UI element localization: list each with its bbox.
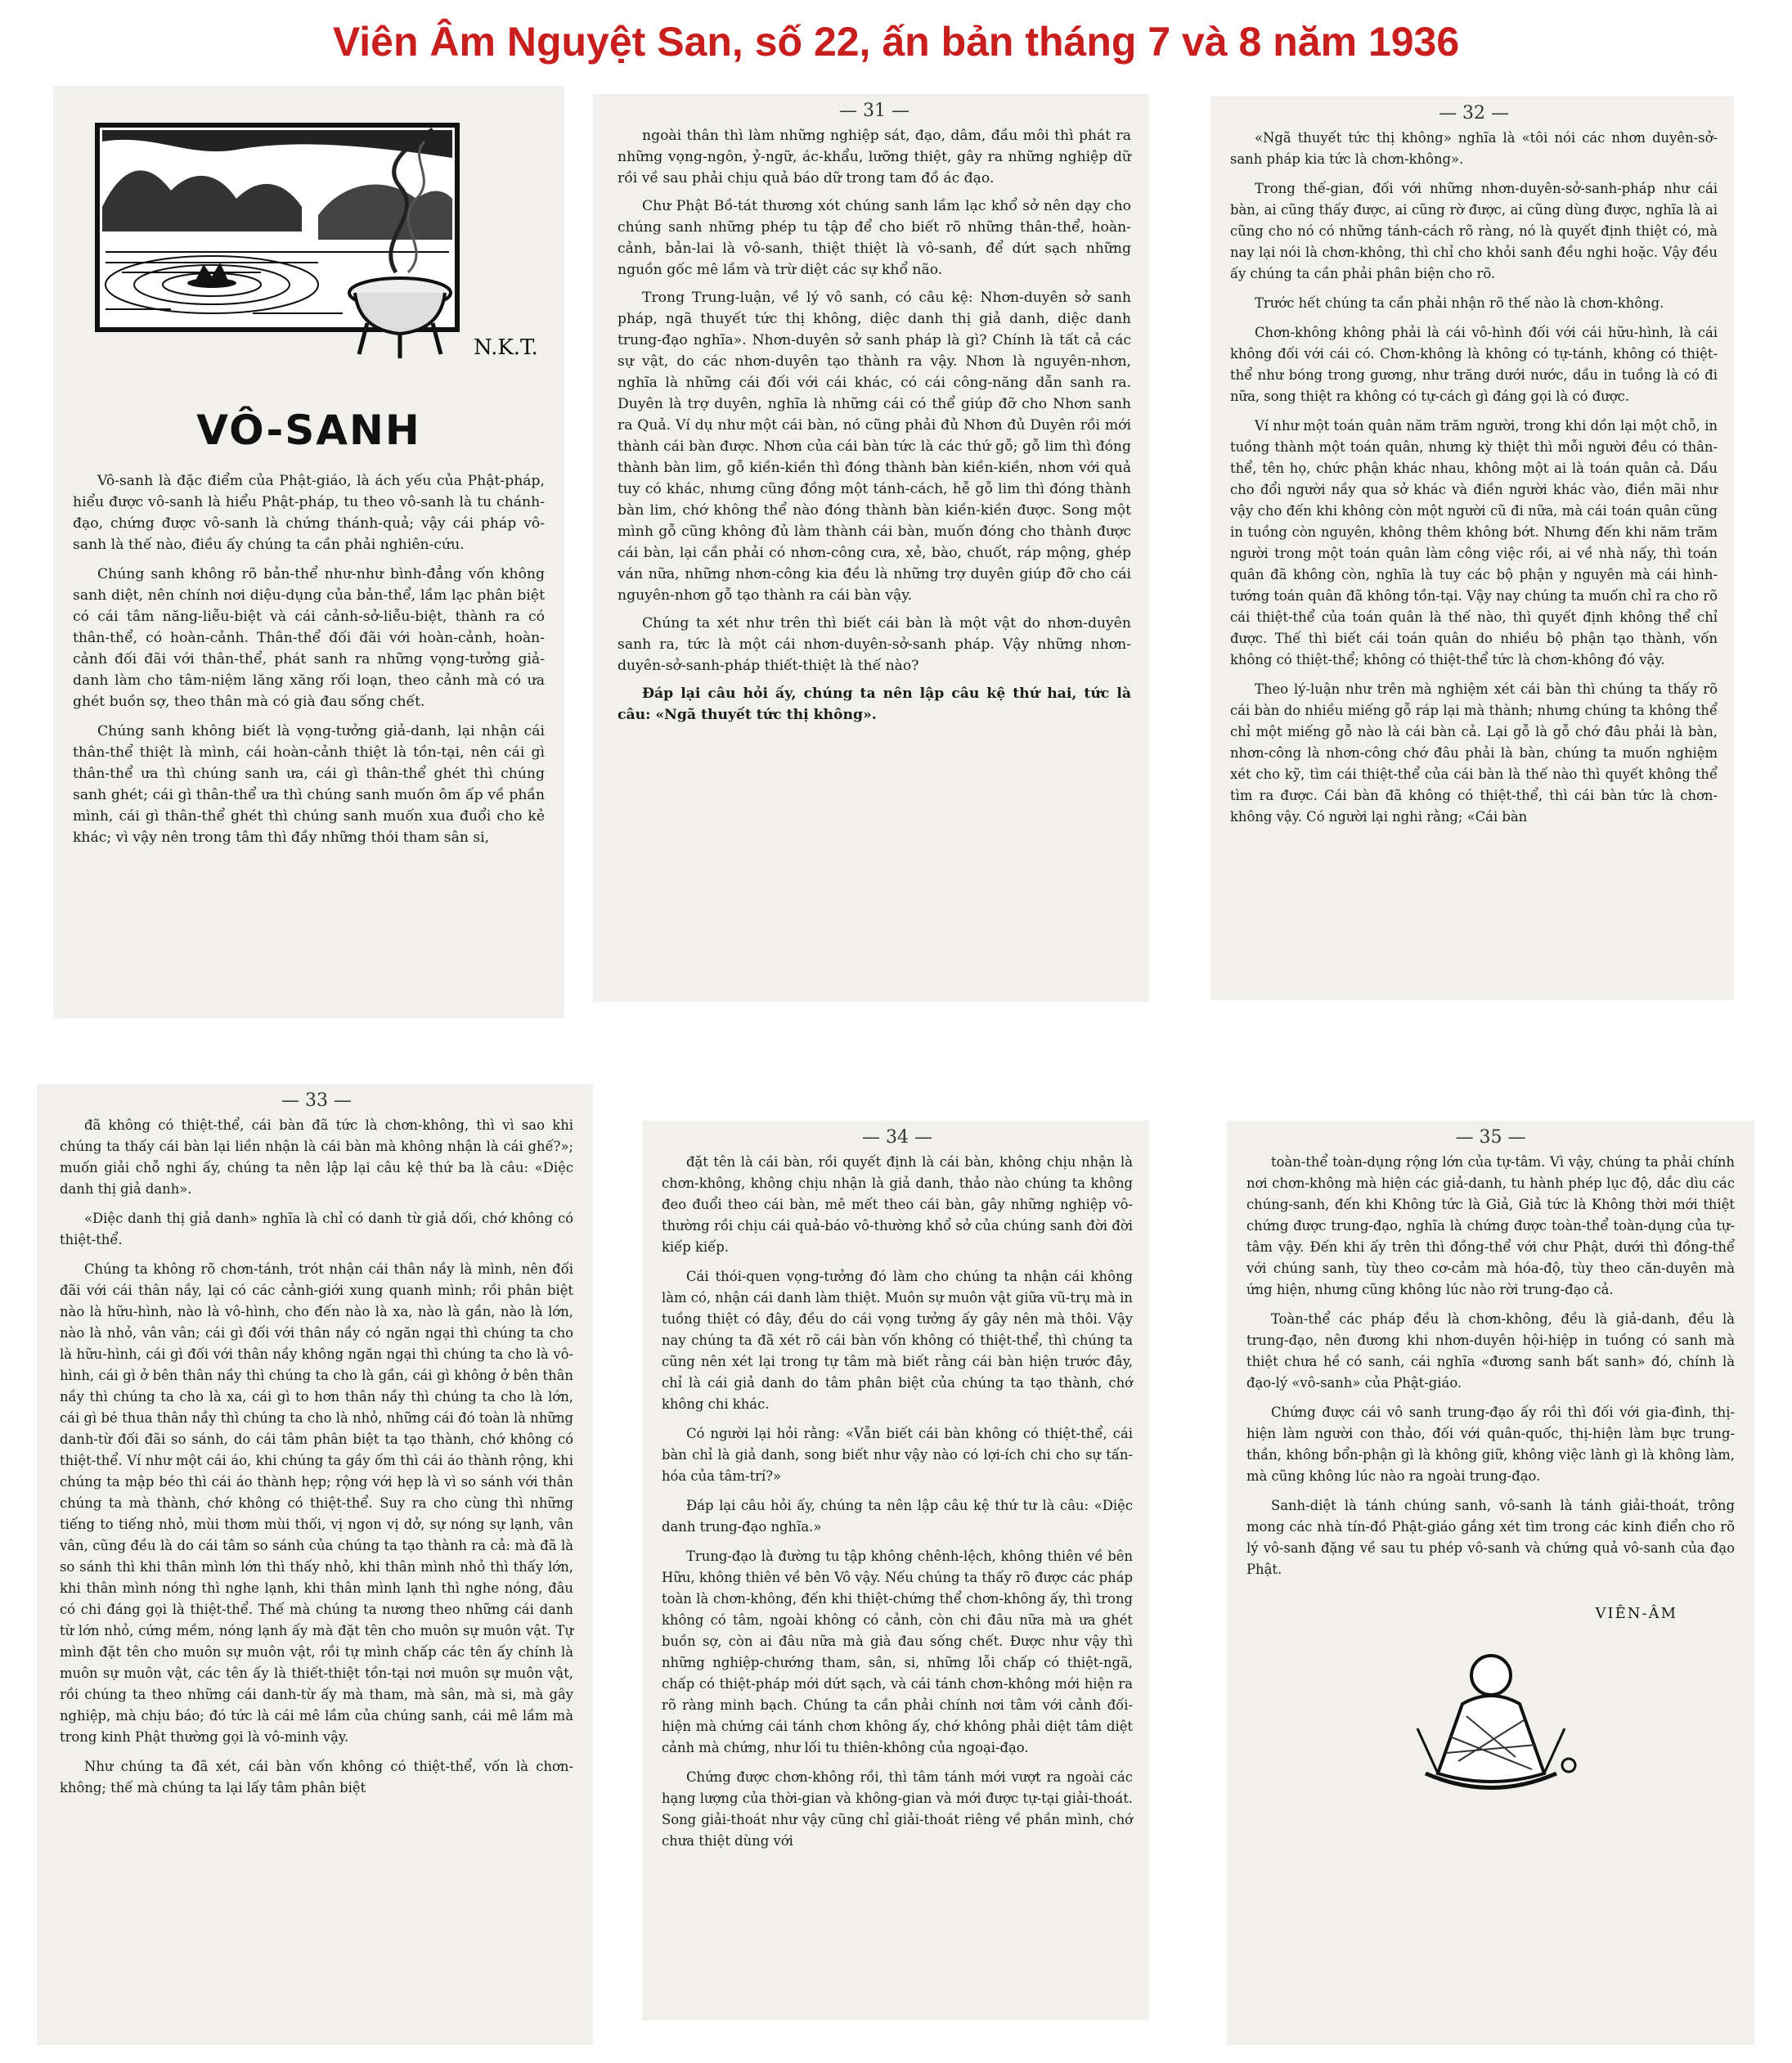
paragraph: Chứng được chơn-không rồi, thì tâm tánh mới vượt ra ngoài các hạng lượng của thời-gian và không-gian và mới được tự-tại giải-thoát. Song giải-thoát như vậy cũng chỉ giải-thoát riêng về phần mình, chớ chưa thiệt dùng với: [662, 1769, 1133, 1849]
author-signature: VIÊN-ÂM: [1595, 1605, 1677, 1622]
page-number: — 33 —: [281, 1090, 352, 1111]
page-33: [37, 1084, 593, 2045]
paragraph: đặt tên là cái bàn, rồi quyết định là cái bàn, không chịu nhận là chơn-không, không chịu nhận là giả danh, thảo nào chúng ta không đeo đuổi theo cái bàn, mê mết theo cái bàn, gây những nghiệp vô-thường rồi chịu cái quả-báo vô-thường khổ sở của chúng sanh đời đời kiếp kiếp.: [662, 1154, 1133, 1255]
paragraph: Như chúng ta đã xét, cái bàn vốn không có thiệt-thể, vốn là chơn-không; thế mà chúng ta lại lấy tâm phân biệt: [60, 1759, 573, 1796]
paragraph: Trong thế-gian, đối với những nhơn-duyên-sở-sanh-pháp như cái bàn, ai cũng thấy được, ai cũng rờ được, ai cũng dùng được, nghĩa là ai cũng cho nó có những tánh-cách rõ ràng, nó là quyết định thiệt có, mà nay lại nói là chơn-không, thì chỉ cho khỏi sanh đều nghi hoặc. Vậy đều ấy chúng ta cần phải phân biện cho rõ.: [1230, 181, 1718, 281]
page-body: [618, 125, 1131, 726]
paragraph: «Ngã thuyết tức thị không» nghĩa là «tôi nói các nhơn duyên-sở-sanh pháp kia tức là chơn-không».: [1230, 130, 1718, 167]
paragraph: «Diệc danh thị giả danh» nghĩa là chỉ có danh từ giả dối, chớ không có thiệt-thể.: [60, 1211, 573, 1247]
paragraph: Chúng ta xét như trên thì biết cái bàn là một vật do nhơn-duyên sanh ra, tức là một cái nhơn-duyên-sở-sanh pháp. Vậy những nhơn-duyên-sở-sanh-pháp thiết-thiệt là thế nào?: [618, 615, 1131, 674]
paragraph: Chúng sanh không rõ bản-thể như-như bình-đẳng vốn không sanh diệt, nên chính nơi diệu-dụng của bản-thể, lầm lạc phân biệt có cái tâm năng-liễu-biệt và cái cảnh-sở-liễu-biệt, thành ra có thân-thể, có hoàn-cảnh. Thân-thể đối đãi với hoàn-cảnh, hoàn-cảnh đối đãi với thân-thể, phát sanh ra những vọng-tưởng giả-danh làm cho tâm-niệm lăng xăng rối loạn, theo cảnh mà có ưa ghét buồn sợ, theo thân mà có già đau sống chết.: [73, 566, 545, 710]
paragraph: Đáp lại câu hỏi ấy, chúng ta nên lập câu kệ thứ tư là câu: «Diệc danh trung-đạo nghĩa.»: [662, 1498, 1133, 1535]
paragraph: Trong Trung-luận, về lý vô sanh, có câu kệ: Nhơn-duyên sở sanh pháp, ngã thuyết tức thị không, diệc danh thị giả danh, diệc danh trung-đạo nghĩa». Nhơn-duyên sở sanh pháp là gì? Chính là tất cả các sự vật, do các nhơn-duyên tạo thành ra vậy. Nhơn là nguyên-nhơn, nghĩa là những cái đối với cái khác, có cái công-năng dẫn sanh ra. Duyên là trợ duyên, nghĩa là những cái có thể giúp đỡ cho Nhơn sanh ra Quả. Ví dụ như một cái bàn, nó cũng phải đủ Nhơn đủ Duyên rồi mới thành cái bàn được. Nhơn của cái bàn tức là các thứ gỗ; gỗ lim thì đóng thành bàn lim, gỗ kiền-kiền thì đóng thành bàn kiền-kiền, nhơn với quả tuy có khác, nhưng cũng đồng một tánh-cách, hễ gỗ lim thì đóng thành bàn lim, chớ không thể nào đóng thành bàn kiền-kiền được. Song một mình gỗ cũng không đủ làm thành cái bàn, muốn đóng cho thành được cái bàn, lại cần phải có nhơn-công cưa, xẻ, bào, chuốt, ráp mộng, ghép ván nữa, những nhơn-công kia đều là những trợ duyên giúp đỡ cho cái nguyên-nhơn gỗ tạo thành ra cái bàn vậy.: [618, 290, 1131, 604]
paragraph: Ví như một toán quân năm trăm người, trong khi dồn lại một chỗ, in tuồng thành một toán quân, nhưng kỳ thiệt thì mỗi người đều có thân-thể, tên họ, chức phận khác nhau, không một ai là toán quân cả. Dầu cho đổi người nầy qua sở khác và điền người khác vào, điền mãi như vậy cho đến khi không còn một người cũ đi nữa, mà cái toán quân cũng in tuồng còn nguyên, không thêm không bớt. Nhưng đến khi năm trăm người trong một toán quân làm công việc rồi, ai về nhà nấy, thì toán quân đã không còn, nghĩa là tuy các bộ phận y nguyên mà cái hình-tướng toán quân đã không tồn-tại. Vậy nay chúng ta muốn chỉ ra cho rõ cái thiệt-thể của toán quân là thế nào, thì quyết định không thể chỉ được. Thế thì biết cái toán quân do nhiều bộ phận tạo thành, vốn không có thiệt-thể; không có thiệt-thể tức là chơn-không đó vậy.: [1230, 418, 1718, 667]
page-32: [1210, 97, 1734, 1000]
paragraph: Trung-đạo là đường tu tập không chênh-lệch, không thiên về bên Hữu, không thiên về bên Vô vậy. Nếu chúng ta thấy rõ được các pháp toàn là chơn-không, đến khi thiệt-chứng thể chơn-không ấy, thì trong không có tâm, ngoài không có cảnh, còn chi đâu nữa mà ưa ghét buồn sợ, còn ai đâu nữa mà già đau sống chết. Được như vậy thì những nghiệp-chướng tham, sân, si, những lỗi chấp có thiệt-ngã, chấp có thiệt-pháp mới dứt sạch, và cái tánh chơn-không mới hiện ra rõ ràng minh bạch. Chúng ta cần phải chính nơi tâm với cảnh đối-hiện mà chứng cái tánh chơn không ấy, chớ không phải diệt tâm diệt cảnh mà chứng, như lối tu thiên-không của ngoại-đạo.: [662, 1548, 1133, 1755]
paragraph: Chơn-không không phải là cái vô-hình đối với cái hữu-hình, là cái không đối với cái có. Chơn-không là không có tự-tánh, không có thiệt-thể như bóng trong gương, như trăng dưới nước, dầu in tuồng là có đi nữa, song thiệt ra không có tự-cách gì đáng gọi là có được.: [1230, 325, 1718, 404]
page-body: [1246, 1152, 1735, 1580]
monk-meditation-illustration: [1368, 1638, 1614, 1802]
paragraph: Đáp lại câu hỏi ấy, chúng ta nên lập câu kệ thứ hai, tức là câu: «Ngã thuyết tức thị không».: [618, 685, 1131, 723]
page-31: [593, 94, 1149, 1002]
paragraph: Sanh-diệt là tánh chúng sanh, vô-sanh là tánh giải-thoát, trông mong các nhà tín-đồ Phật-giáo gắng xét tìm trong các kinh điển cho rõ lý vô-sanh đặng về sau tu phép vô-sanh và chứng quả vô-sanh của đạo Phật.: [1246, 1498, 1735, 1577]
page-34: [642, 1121, 1149, 2020]
paragraph: Chứng được cái vô sanh trung-đạo ấy rồi thì đối với gia-đình, thị-hiện làm người con thảo, đối với quân-quốc, thị-hiện làm bực trung-thần, không bổn-phận gì là không giữ, không việc lành gì là không làm, mà cũng không lúc nào ra ngoài trung-đạo.: [1246, 1405, 1735, 1484]
paragraph: toàn-thể toàn-dụng rộng lớn của tự-tâm. Vì vậy, chúng ta phải chính nơi chơn-không mà hiện các giả-danh, tu hành phép lục độ, dắc dìu các chúng-sanh, đến khi Không tức là Giả, Giả tức là Không thời mới thiệt chứng được trung-đạo, nghĩa là chứng được toàn-thể toàn-dụng của tự-tâm vậy. Đến khi ấy trên thì đồng-thể với chư Phật, dưới thì đồng-thể với chúng sanh, tùy theo cơ-cảm mà hóa-độ, tùy theo căn-duyên mà ứng hiện, nhưng cũng không lúc nào rời trung-đạo cả.: [1246, 1154, 1735, 1297]
paragraph: Cái thói-quen vọng-tưởng đó làm cho chúng ta nhận cái không làm có, nhận cái danh làm thiệt. Muôn sự muôn vật giữa vũ-trụ mà in tuồng thiệt có đây, đều do cái vọng tưởng ấy gây nên mà thôi. Vậy nay chúng ta đã xét rõ cái bàn vốn không có thiệt-thể, thì chúng ta cũng nên xét lại trong tự tâm mà biết rằng cái bàn hiện trước đây, chỉ là cái giả danh do tâm phân biệt của chúng ta tạo thành, chớ không chi khác.: [662, 1269, 1133, 1412]
page-body: [1230, 128, 1718, 828]
svg-text:N.K.T.: N.K.T.: [474, 335, 538, 360]
paragraph: Chúng ta không rõ chơn-tánh, trót nhận cái thân nầy là mình, nên đối đãi với cái thân nầy, lại có các cảnh-giới xung quanh mình; rồi phân biệt nào là hữu-hình, nào là vô-hình, cho đến nào là xa, nào là gần, nào là lớn, nào là nhỏ, vân vân; cái gì đối với thân nầy có ngăn ngại thì chúng ta cho là hữu-hình, cái gì đối với thân nầy không ngăn ngại thì chúng ta cho là vô-hình, cái gì ở bên thân nầy thì chúng ta cho là gần, cái gì không ở bên thân nầy thì chúng ta cho là xa, cái gì to hơn thân nầy thì chúng ta cho là lớn, cái gì bé thua thân nầy thì chúng ta cho là nhỏ, những cái đó toàn là những danh-từ đối đãi so sánh, do cái tâm phân biệt ta tạo thành, chớ không có thiệt-thể. Ví như một cái áo, khi chúng ta gầy ốm thì cái áo thành rộng, khi chúng ta mập béo thì cái áo thành hẹp; rộng với hẹp là vì so sánh với thân chúng ta mà thành, chớ không có thiệt-thể. Suy ra cho cùng thì những tiếng to tiếng nhỏ, mùi thơm mùi thối, vị ngon vị dở, sự nóng sự lạnh, vân vân, cũng đều là do cái tâm so sánh của chúng ta tạo thành ra cả: mà đã là so sánh thì khi thân mình lớn thì thấy nhỏ, khi thân mình nhỏ thì thấy lớn, khi thân mình nóng thì nghe lạnh, khi thân mình lạnh thì nghe nóng, đâu có chi đáng gọi là thiệt-thể. Thế mà chúng ta nương theo những cái danh từ lớn nhỏ, cứng mềm, nóng lạnh ấy mà đặt tên cho muôn sự muôn vật. Tự mình đặt tên cho muôn sự muôn vật, rồi tự mình chấp các tên ấy chính là muôn sự muôn vật, các tên ấy là thiết-thiệt tồn-tại nơi muôn sự muôn vật, rồi chúng ta theo những cái danh-từ ấy mà tham, mà sân, mà si, mà gây nghiệp, mà chịu báo; đó tức là cái mê lầm của chúng sanh, cái mê lầm mà trong kinh Phật thường gọi là vô-minh vậy.: [60, 1261, 573, 1745]
paragraph: Có người lại hỏi rằng: «Vẫn biết cái bàn không có thiệt-thể, cái bàn chỉ là giả danh, song biết như vậy nào có lợi-ích chi cho sự tấn-hóa của tâm-trí?»: [662, 1426, 1133, 1484]
paragraph: Chư Phật Bồ-tát thương xót chúng sanh lầm lạc khổ sở nên dạy cho chúng sanh những phép tu tập để cho biết rõ những thân-thể, hoàn-cảnh, bản-lai là vô-sanh, thiệt thiệt là vô-sanh, để dứt sạch những nguồn gốc mê lầm và trừ diệt các sự khổ não.: [618, 198, 1131, 278]
paragraph: Trước hết chúng ta cần phải nhận rõ thế nào là chơn-không.: [1255, 295, 1664, 311]
paragraph: ngoài thân thì làm những nghiệp sát, đạo, dâm, đầu môi thì phát ra những vọng-ngôn, ỷ-ngữ, ác-khẩu, lưỡng thiệt, gây ra những nghiệp dữ rồi về sau phải chịu quả báo dữ trong tam đồ ác đạo.: [618, 128, 1131, 187]
page-35: [1227, 1121, 1754, 2045]
page-number: — 31 —: [839, 101, 909, 121]
page-number: — 35 —: [1455, 1127, 1526, 1148]
page-body: [662, 1152, 1133, 1852]
article-title: VÔ-SANH: [196, 407, 421, 454]
paragraph: Toàn-thể các pháp đều là chơn-không, đều là giả-danh, đều là trung-đạo, nên đương khi nhơn-duyên hội-hiệp in tuồng có sanh mà thiệt chưa hề có sanh, cái nghĩa «đương sanh bất sanh» đó, chính là đạo-lý «vô-sanh» của Phật-giáo.: [1246, 1311, 1735, 1391]
page-body: [60, 1115, 573, 1799]
paragraph: Theo lý-luận như trên mà nghiệm xét cái bàn thì chúng ta thấy rõ cái bàn do nhiều miếng gỗ ráp lại mà thành; nhưng chúng ta không thể chỉ một miếng gỗ nào là cái bàn cả. Lại gỗ là gỗ chớ đâu phải là bàn, nhơn-công là nhơn-công chớ đâu phải là bàn, chúng ta muốn nghiệm xét cho kỹ, tìm cái thiệt-thể của cái bàn là thế nào thì quyết không thể tìm ra được. Cái bàn đã không có thiệt-thể, thì cái bàn tức là chơn-không vậy. Có người lại nghi rằng; «Cái bàn: [1230, 681, 1718, 825]
paragraph: Chúng sanh không biết là vọng-tưởng giả-danh, lại nhận cái thân-thể thiệt là mình, cái hoàn-cảnh thiệt là tồn-tại, nên cái gì thân-thể ưa thì chúng sanh ưa, cái gì thân-thể ghét thì chúng sanh ghét; cái gì thân-thể ưa thì chúng sanh muốn ôm ấp về phần mình, cái gì thân-thể ghét thì chúng sanh muốn xua đuổi cho kẻ khác; vì vậy nên trong tâm thì đầy những thói tham sân si,: [73, 723, 545, 846]
page-number: — 34 —: [862, 1127, 932, 1148]
page-body: [73, 470, 545, 848]
page-number: — 32 —: [1439, 103, 1509, 124]
banner-title: Viên Âm Nguyệt San, số 22, ấn bản tháng 7 và 8 năm 1936: [332, 19, 1460, 65]
paragraph: Vô-sanh là đặc điểm của Phật-giáo, là ách yếu của Phật-pháp, hiểu được vô-sanh là hiểu Phật-pháp, tu theo vô-sanh là tu chánh-đạo, chứng được vô-sanh là chứng thánh-quả; vậy cái pháp vô-sanh là thế nào, điều ấy chúng ta cần phải nghiên-cứu.: [73, 473, 545, 553]
paragraph: đã không có thiệt-thể, cái bàn đã tức là chơn-không, thì vì sao khi chúng ta thấy cái bàn lại liền nhận là cái bàn mà không nhận là cái ghế?»; muốn giải chỗ nghi ấy, chúng ta nên lập lại câu kệ thứ ba là câu: «Diệc danh thị giả danh».: [60, 1117, 573, 1197]
page-30: [53, 86, 564, 1018]
lotus-incense-illustration: [73, 109, 545, 403]
